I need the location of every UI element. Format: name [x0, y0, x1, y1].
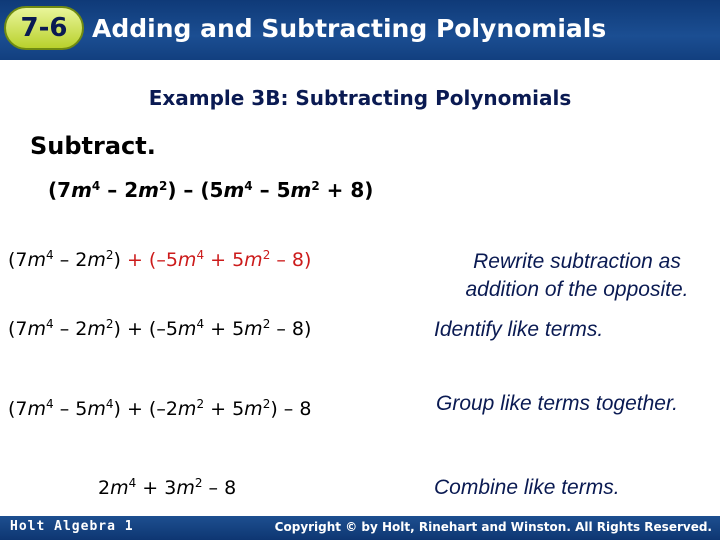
problem-expression: $(7m^4 - 2m^2) - (5m^4 - 5m^2 + 8)$	[48, 178, 374, 202]
instruction-text: Subtract.	[30, 132, 156, 160]
example-title: Example 3B: Subtracting Polynomials	[148, 86, 572, 110]
slide-header	[0, 0, 720, 60]
lesson-title: Adding and Subtracting Polynomials	[92, 14, 607, 43]
step-2-expression: $(7m^4 - 2m^2) + (-5m^4 + 5m^2 - 8)$	[8, 317, 312, 340]
step-1-expression: $(7m^4 - 2m^2) + (-5m^4 + 5m^2 - 8)$	[8, 248, 312, 271]
step-4-note: Combine like terms.	[434, 476, 620, 499]
slide-footer	[0, 516, 720, 540]
step-2-note: Identify like terms.	[434, 318, 604, 341]
footer-course: Holt Algebra 1	[10, 519, 134, 534]
footer-copyright: Copyright © by Holt, Rinehart and Winston. All Rights Reserved.	[274, 520, 712, 534]
step-4-expression: $2m^4 + 3m^2 - 8$	[98, 476, 237, 499]
step-3-expression: $(7m^4 - 5m^4) + (-2m^2 + 5m^2) - 8$	[8, 397, 312, 420]
lesson-badge: 7-6	[4, 6, 84, 50]
step-1-note: Rewrite subtraction as addition of the opposite.	[465, 250, 689, 301]
step-3-note: Group like terms together.	[436, 392, 678, 415]
